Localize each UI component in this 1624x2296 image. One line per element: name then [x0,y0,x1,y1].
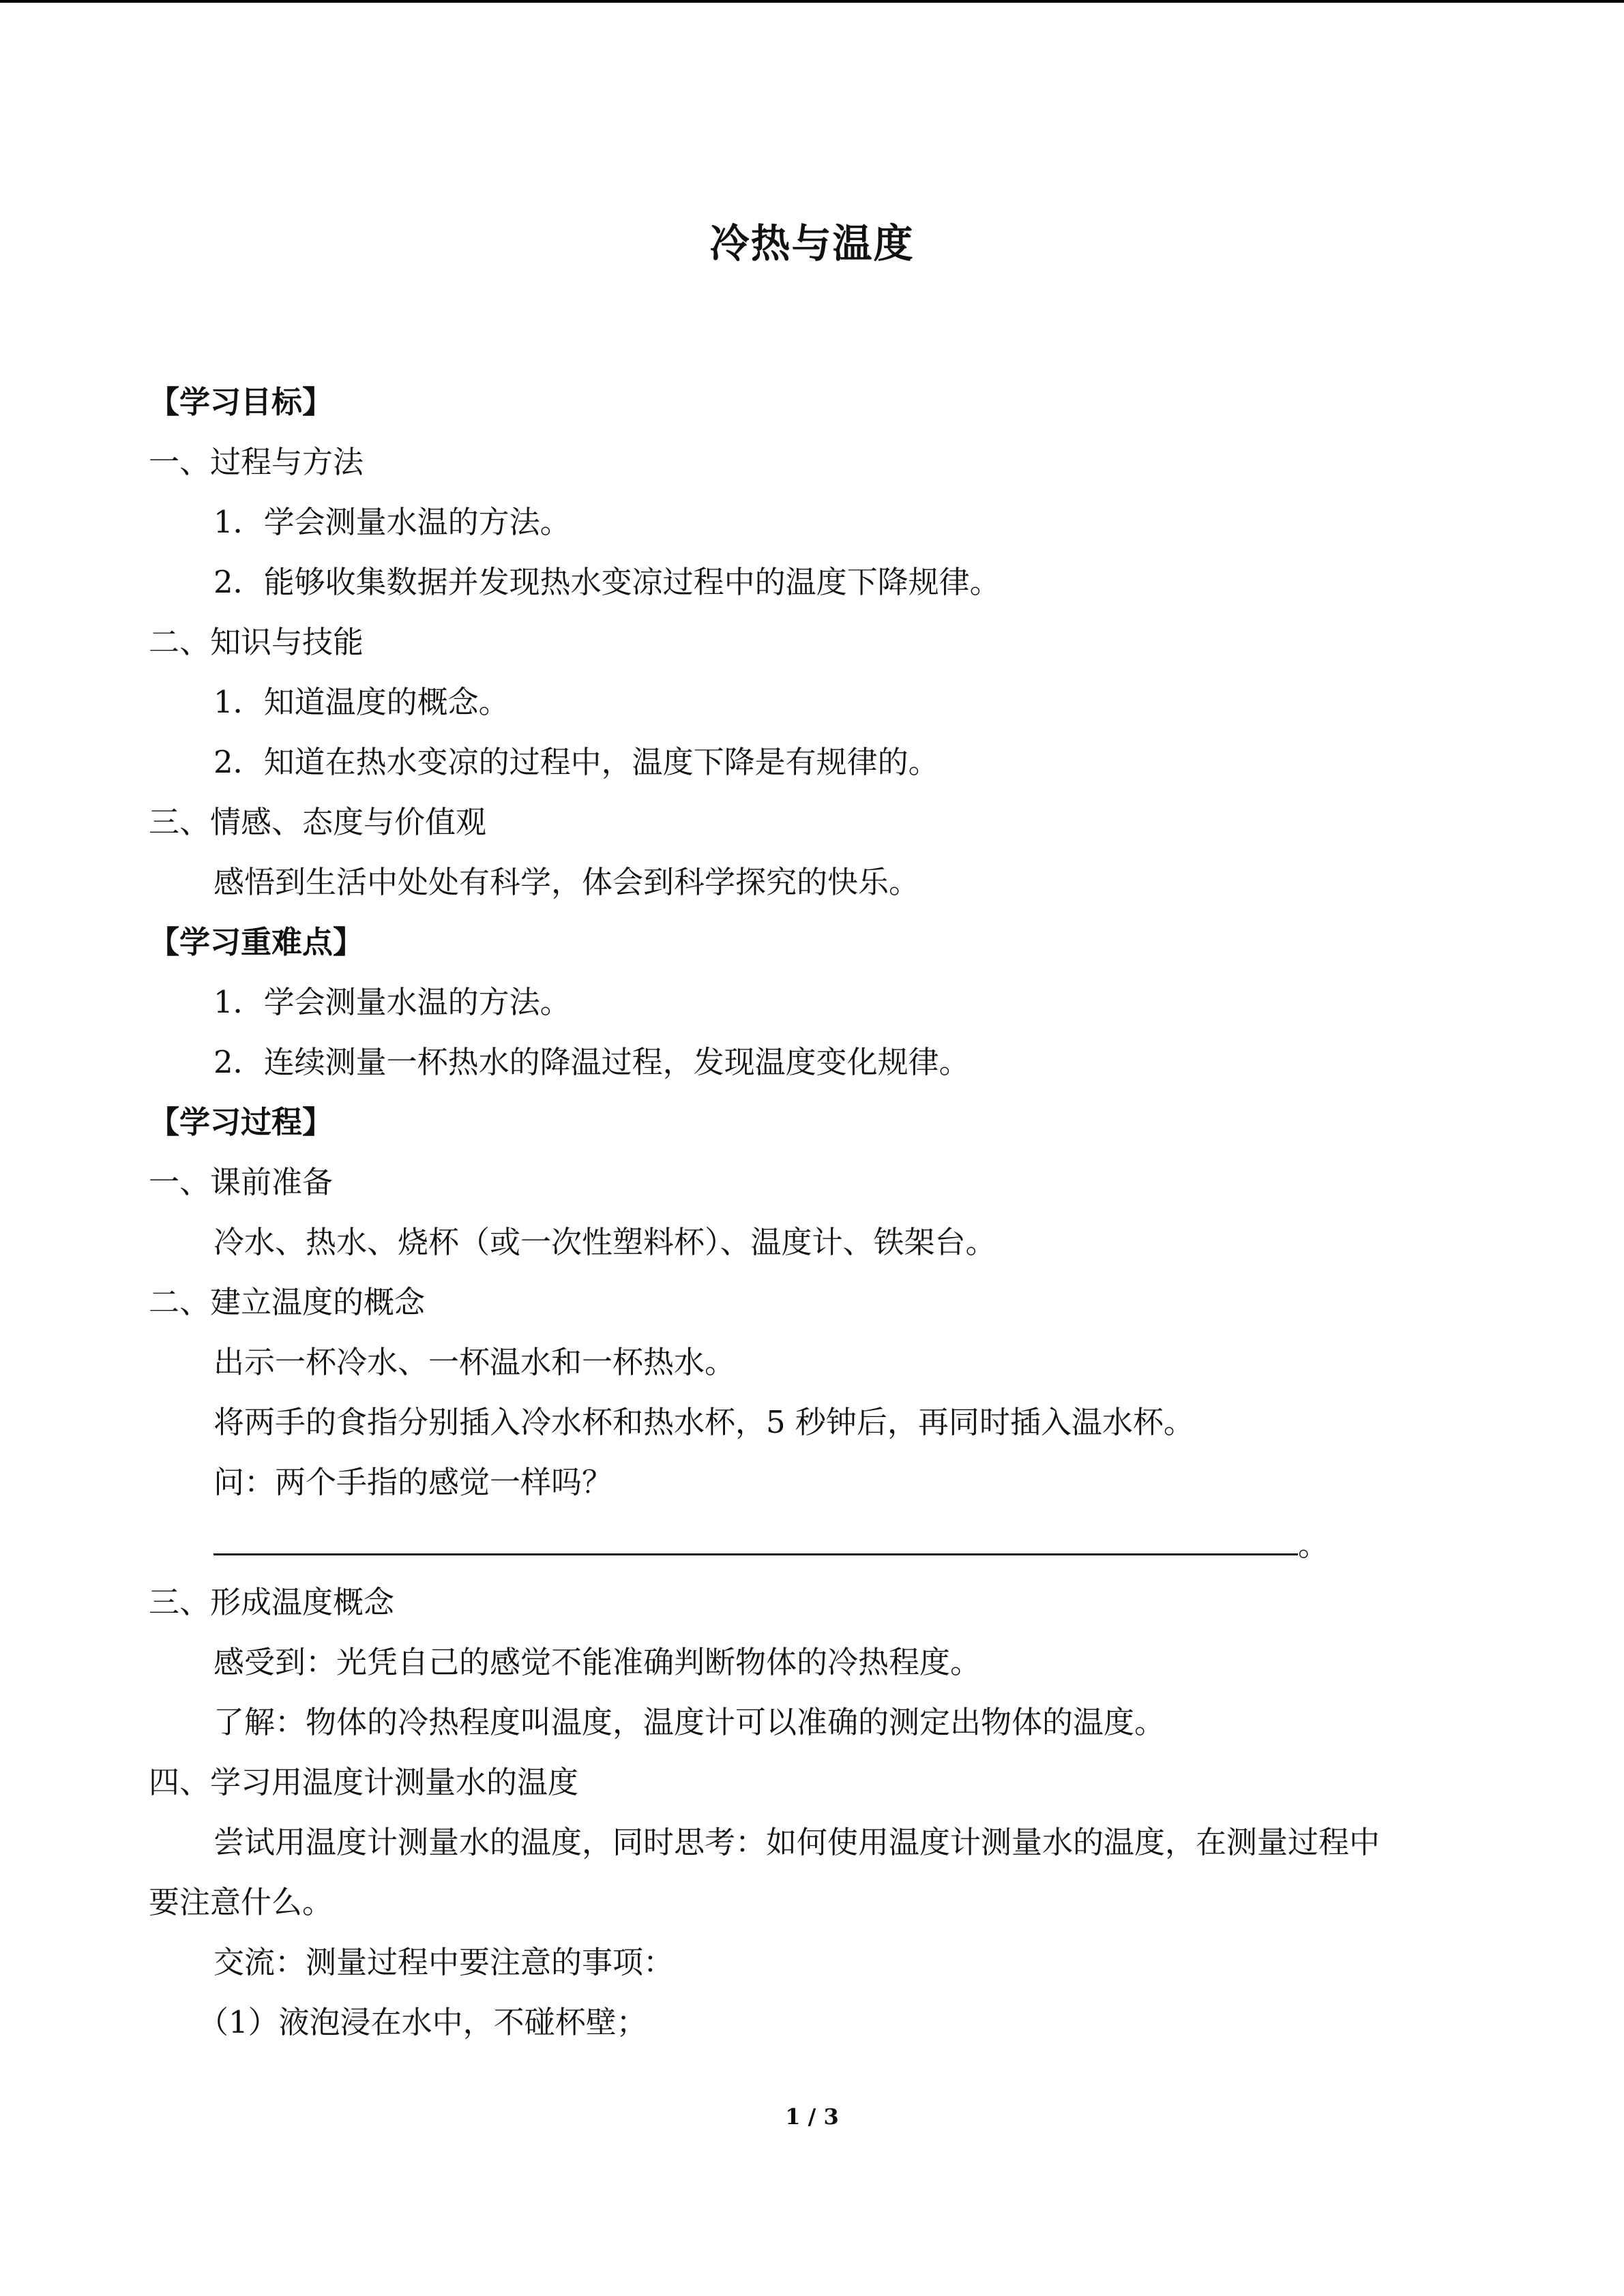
list-item: 1．学会测量水温的方法。 [213,984,571,1020]
page-number: 1 / 3 [785,2104,839,2130]
heading-knowledge-and-skills: 二、知识与技能 [149,624,364,660]
answer-end-mark: 。 [1298,1527,1329,1563]
paragraph: 了解：物体的冷热程度叫温度，温度计可以准确的测定出物体的温度。 [213,1704,1166,1740]
paragraph-continuation: 要注意什么。 [149,1884,334,1920]
heading-process-and-method: 一、过程与方法 [149,444,364,480]
heading-form-concept: 三、形成温度概念 [149,1584,395,1620]
question-text: 问：两个手指的感觉一样吗？ [213,1464,613,1500]
list-item: 2．连续测量一杯热水的降温过程，发现温度变化规律。 [213,1044,970,1080]
list-item: 2．能够收集数据并发现热水变凉过程中的温度下降规律。 [213,564,1001,600]
answer-underline[interactable] [213,1522,1298,1555]
section-header-learning-goals: 【学习目标】 [149,384,334,420]
list-item: 1．知道温度的概念。 [213,684,510,720]
heading-emotion-attitude-values: 三、情感、态度与价值观 [149,804,487,840]
paragraph: 交流：测量过程中要注意的事项： [213,1944,675,1980]
paragraph: 出示一杯冷水、一杯温水和一杯热水。 [213,1344,736,1380]
list-item: （1）液泡浸在水中，不碰杯壁； [198,2004,647,2040]
section-header-learning-process: 【学习过程】 [149,1104,334,1140]
paragraph: 尝试用温度计测量水的温度，同时思考：如何使用温度计测量水的温度，在测量过程中 [213,1824,1381,1860]
paragraph: 冷水、热水、烧杯（或一次性塑料杯）、温度计、铁架台。 [213,1224,996,1260]
list-item: 2．知道在热水变凉的过程中，温度下降是有规律的。 [213,744,939,780]
paragraph: 感受到：光凭自己的感觉不能准确判断物体的冷热程度。 [213,1644,981,1680]
paragraph: 将两手的食指分别插入冷水杯和热水杯，5 秒钟后，再同时插入温水杯。 [213,1404,1194,1440]
list-item: 1．学会测量水温的方法。 [213,504,571,540]
answer-blank-line[interactable] [213,1522,1329,1566]
section-header-key-points: 【学习重难点】 [149,924,364,960]
document-title: 冷热与温度 [709,220,915,267]
heading-preparation: 一、课前准备 [149,1164,334,1200]
heading-temperature-concept: 二、建立温度的概念 [149,1284,426,1320]
heading-use-thermometer: 四、学习用温度计测量水的温度 [149,1764,579,1800]
top-border-rule [0,0,1624,3]
paragraph: 感悟到生活中处处有科学，体会到科学探究的快乐。 [213,864,920,900]
